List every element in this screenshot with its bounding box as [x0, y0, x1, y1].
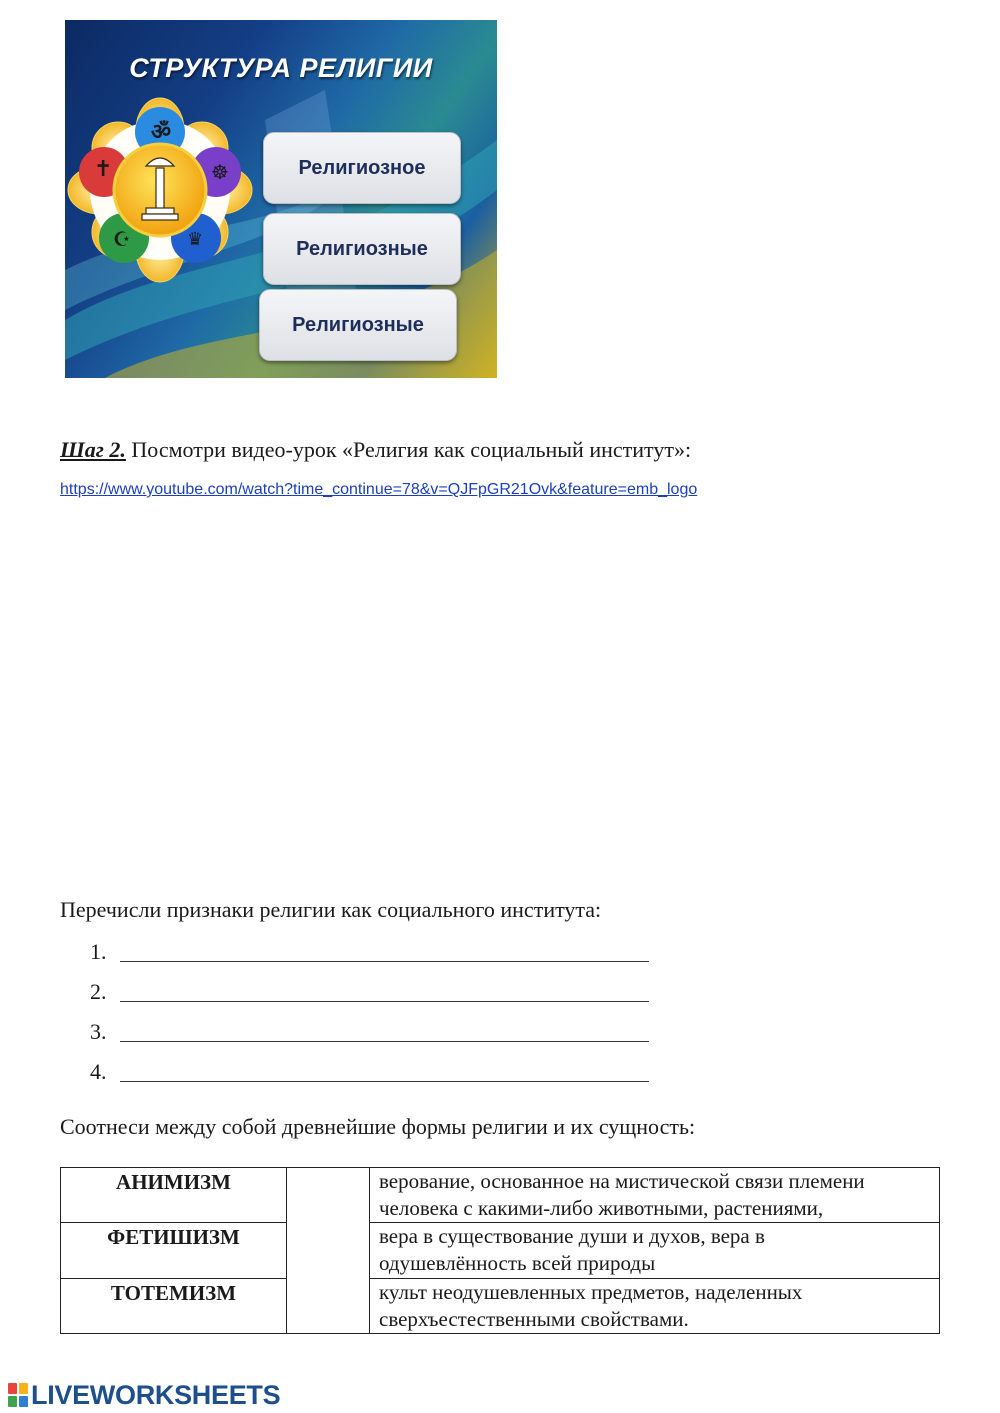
- flame-icon: ♛: [187, 229, 204, 250]
- slide-button-2: Религиозные: [263, 213, 461, 285]
- logo-square: [8, 1396, 17, 1407]
- definition-line: одушевлённость всей природы: [379, 1251, 656, 1276]
- term-fetishism: ФЕТИШИЗМ: [61, 1223, 287, 1278]
- om-icon: ॐ: [151, 120, 172, 145]
- answer-blank-1[interactable]: [120, 939, 649, 962]
- slide-button-1: Религиозное: [263, 132, 461, 204]
- list-number: 1.: [90, 939, 107, 964]
- list-item-1: [90, 939, 650, 967]
- definition-line: сверхъестественными свойствами.: [379, 1306, 689, 1331]
- slide-title: СТРУКТУРА РЕЛИГИИ: [129, 53, 433, 83]
- match-answer-cell[interactable]: [287, 1168, 370, 1334]
- logo-squares-icon: [8, 1383, 28, 1407]
- definition-line: вера в существование души и духов, вера в: [379, 1224, 765, 1249]
- crescent-icon: ☪: [113, 227, 131, 251]
- answer-blank-4[interactable]: [120, 1059, 649, 1082]
- liveworksheets-logo: [8, 1380, 280, 1410]
- cross-icon: ✝: [94, 157, 113, 182]
- list-item-4: [90, 1059, 650, 1087]
- term-animism: АНИМИЗМ: [61, 1168, 287, 1223]
- step2-text: Посмотри видео-урок «Религия как социальный институт»:: [125, 437, 692, 462]
- slide-button-3: Религиозные: [259, 289, 457, 361]
- slide-image: [65, 20, 497, 378]
- list-item-2: [90, 979, 650, 1007]
- definition-1: [370, 1168, 940, 1223]
- logo-square: [8, 1383, 17, 1394]
- list-number: 3.: [90, 1019, 107, 1044]
- video-link[interactable]: https://www.youtube.com/watch?time_continue=78&v=QJFpGR21Ovk&feature=emb_logo: [60, 481, 698, 498]
- table-row: [61, 1223, 940, 1278]
- definition-3: [370, 1278, 940, 1333]
- step2-instruction: [60, 437, 691, 463]
- list-item-3: [90, 1019, 650, 1047]
- term-totemism: ТОТЕМИЗМ: [61, 1278, 287, 1333]
- definition-2: [370, 1223, 940, 1278]
- list-prompt: Перечисли признаки религии как социального института:: [60, 897, 602, 922]
- list-number: 2.: [90, 979, 107, 1004]
- definition-line: верование, основанное на мистической связи племени: [379, 1169, 865, 1193]
- answer-blank-3[interactable]: [120, 1019, 649, 1042]
- match-table: [60, 1167, 940, 1334]
- table-row: [61, 1278, 940, 1333]
- logo-square: [19, 1396, 28, 1407]
- logo-square: [19, 1383, 28, 1394]
- wheel-icon: ☸: [211, 160, 229, 184]
- definition-line: человека с какими-либо животными, растениями,: [379, 1196, 824, 1220]
- answer-blank-2[interactable]: [120, 979, 649, 1002]
- match-prompt: Соотнеси между собой древнейшие формы религии и их сущность:: [60, 1114, 696, 1139]
- definition-line: культ неодушевленных предметов, наделенных: [379, 1279, 803, 1304]
- logo-text: LIVEWORKSHEETS: [31, 1379, 281, 1410]
- table-row: [61, 1168, 940, 1223]
- step2-label: Шаг 2.: [60, 437, 126, 462]
- list-number: 4.: [90, 1059, 107, 1084]
